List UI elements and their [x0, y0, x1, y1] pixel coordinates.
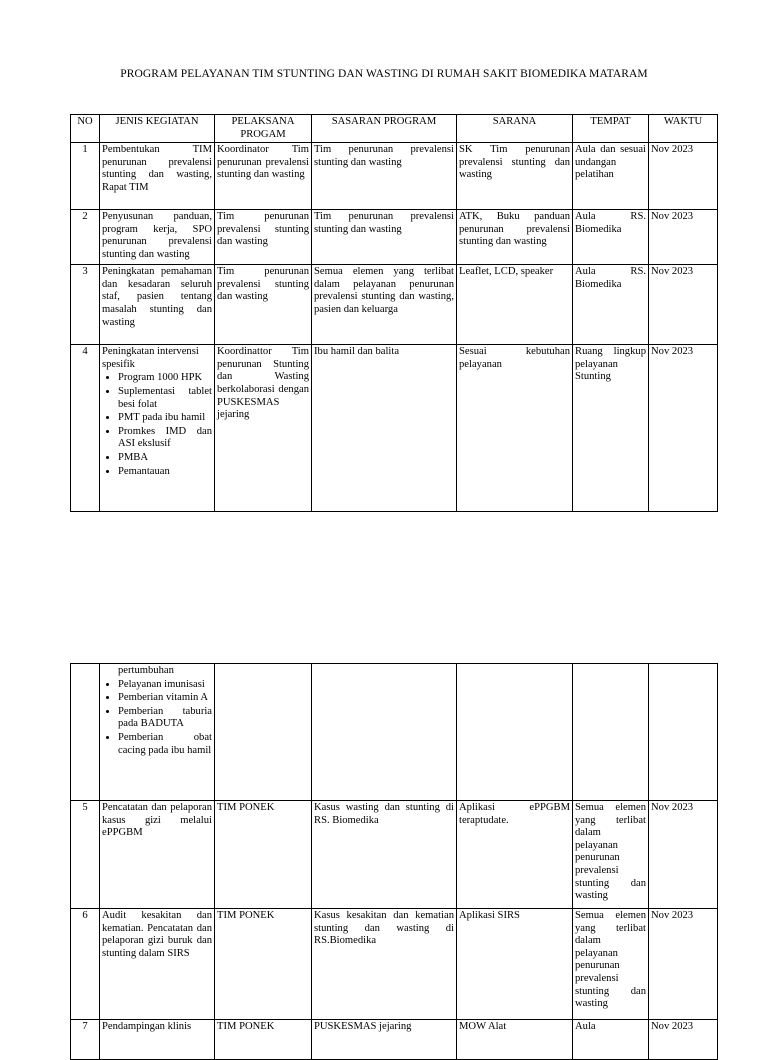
cell-tempat — [573, 664, 649, 801]
header-sasaran: SASARAN PROGRAM — [312, 115, 457, 143]
cell-waktu: Nov 2023 — [649, 909, 718, 1020]
header-tempat: TEMPAT — [573, 115, 649, 143]
header-jenis-kegiatan: JENIS KEGIATAN — [100, 115, 215, 143]
header-sarana: SARANA — [457, 115, 573, 143]
cell-pelaksana: Koordinattor Tim penurunan Stunting dan Wasting berkolaborasi dengan PUSKESMAS jejaring — [215, 345, 312, 512]
cell-waktu: Nov 2023 — [649, 345, 718, 512]
cell-jenis: Pencatatan dan pelaporan kasus gizi melalui ePPGBM — [100, 801, 215, 909]
jenis-intro: Peningkatan intervensi spesifik — [102, 346, 199, 370]
cell-tempat: Aula — [573, 1020, 649, 1060]
cell-tempat: Aula RS. Biomedika — [573, 210, 649, 265]
list-item: • Promkes IMD dan ASI ekslusif — [118, 425, 212, 451]
cell-pelaksana: TIM PONEK — [215, 909, 312, 1020]
list-item: pertumbuhan — [118, 665, 174, 676]
cell-sasaran: Semua elemen yang terlibat dalam pelayanan penurunan prevalensi stunting dan wasting, pasien dan keluarga — [312, 265, 457, 345]
intervention-list — [102, 371, 212, 478]
program-table — [70, 114, 718, 512]
table-row — [71, 1020, 718, 1060]
table-row — [71, 345, 718, 512]
cell-no: 3 — [71, 265, 100, 345]
header-row — [71, 115, 718, 143]
cell-sasaran: PUSKESMAS jejaring — [312, 1020, 457, 1060]
cell-pelaksana — [215, 664, 312, 801]
list-item: • PMT pada ibu hamil — [118, 411, 212, 425]
cell-jenis: Audit kesakitan dan kematian. Pencatatan dan pelaporan gizi buruk dan stunting dalam SIRS — [100, 909, 215, 1020]
list-item: • Pemberian vitamin A — [118, 691, 212, 705]
cell-waktu: Nov 2023 — [649, 1020, 718, 1060]
cell-no: 1 — [71, 143, 100, 210]
cell-sarana — [457, 664, 573, 801]
intervention-list-continued — [102, 665, 212, 757]
cell-sarana: MOW Alat — [457, 1020, 573, 1060]
list-item: • Suplementasi tablet besi folat — [118, 385, 212, 411]
document-title: PROGRAM PELAYANAN TIM STUNTING DAN WASTING DI RUMAH SAKIT BIOMEDIKA MATARAM — [120, 68, 648, 80]
table-row — [71, 143, 718, 210]
cell-sasaran: Kasus kesakitan dan kematian stunting dan wasting di RS.Biomedika — [312, 909, 457, 1020]
list-item: • Pemantauan — [118, 465, 212, 479]
cell-sasaran — [312, 664, 457, 801]
cell-tempat: Aula dan sesuai undangan pelatihan — [573, 143, 649, 210]
cell-jenis: Penyusunan panduan, program kerja, SPO penurunan prevalensi stunting dan wasting — [100, 210, 215, 265]
cell-jenis — [100, 345, 215, 512]
cell-no: 5 — [71, 801, 100, 909]
cell-waktu: Nov 2023 — [649, 801, 718, 909]
cell-pelaksana: Koordinator Tim penurunan prevalensi stunting dan wasting — [215, 143, 312, 210]
cell-tempat: Aula RS. Biomedika — [573, 265, 649, 345]
cell-sarana: ATK, Buku panduan penurunan prevalensi stunting dan wasting — [457, 210, 573, 265]
cell-pelaksana: TIM PONEK — [215, 1020, 312, 1060]
cell-pelaksana: Tim penurunan prevalensi stunting dan wasting — [215, 210, 312, 265]
cell-sarana: Aplikasi SIRS — [457, 909, 573, 1020]
cell-tempat: Ruang lingkup pelayanan Stunting — [573, 345, 649, 512]
list-item: • Pelayanan imunisasi — [118, 678, 212, 692]
cell-sarana: Leaflet, LCD, speaker — [457, 265, 573, 345]
cell-jenis: Pembentukan TIM penurunan prevalensi stunting dan wasting, Rapat TIM — [100, 143, 215, 210]
cell-no: 4 — [71, 345, 100, 512]
cell-sasaran: Ibu hamil dan balita — [312, 345, 457, 512]
cell-jenis — [100, 664, 215, 801]
table-row — [71, 210, 718, 265]
table-row — [71, 801, 718, 909]
cell-waktu: Nov 2023 — [649, 210, 718, 265]
table-row — [71, 265, 718, 345]
list-item: • Pemberian taburia pada BADUTA — [118, 705, 212, 731]
cell-pelaksana: TIM PONEK — [215, 801, 312, 909]
cell-sasaran: Tim penurunan prevalensi stunting dan wasting — [312, 143, 457, 210]
cell-pelaksana: Tim penurunan prevalensi stunting dan wasting — [215, 265, 312, 345]
cell-sarana: Aplikasi ePPGBM teraptudate. — [457, 801, 573, 909]
cell-waktu: Nov 2023 — [649, 143, 718, 210]
cell-waktu: Nov 2023 — [649, 265, 718, 345]
cell-waktu — [649, 664, 718, 801]
cell-tempat: Semua elemen yang terlibat dalam pelayanan penurunan prevalensi stunting dan wasting — [573, 909, 649, 1020]
program-table-continued — [70, 663, 718, 1060]
header-no: NO — [71, 115, 100, 143]
table-row — [71, 909, 718, 1020]
cell-tempat: Semua elemen yang terlibat dalam pelayanan penurunan prevalensi stunting dan wasting — [573, 801, 649, 909]
cell-jenis: Peningkatan pemahaman dan kesadaran seluruh staf, pasien tentang masalah stunting dan wasting — [100, 265, 215, 345]
cell-sarana: SK Tim penurunan prevalensi stunting dan wasting — [457, 143, 573, 210]
cell-sasaran: Kasus wasting dan stunting di RS. Biomedika — [312, 801, 457, 909]
header-waktu: WAKTU — [649, 115, 718, 143]
cell-no: 6 — [71, 909, 100, 1020]
list-item: • Pemberian obat cacing pada ibu hamil — [118, 731, 212, 757]
cell-no: 7 — [71, 1020, 100, 1060]
header-pelaksana: PELAKSANA PROGAM — [215, 115, 312, 143]
list-item: • Program 1000 HPK — [118, 371, 212, 385]
list-item: • PMBA — [118, 451, 212, 465]
cell-sarana: Sesuai kebutuhan pelayanan — [457, 345, 573, 512]
cell-jenis: Pendampingan klinis — [100, 1020, 215, 1060]
cell-sasaran: Tim penurunan prevalensi stunting dan wasting — [312, 210, 457, 265]
table-row — [71, 664, 718, 801]
cell-no: 2 — [71, 210, 100, 265]
cell-no — [71, 664, 100, 801]
